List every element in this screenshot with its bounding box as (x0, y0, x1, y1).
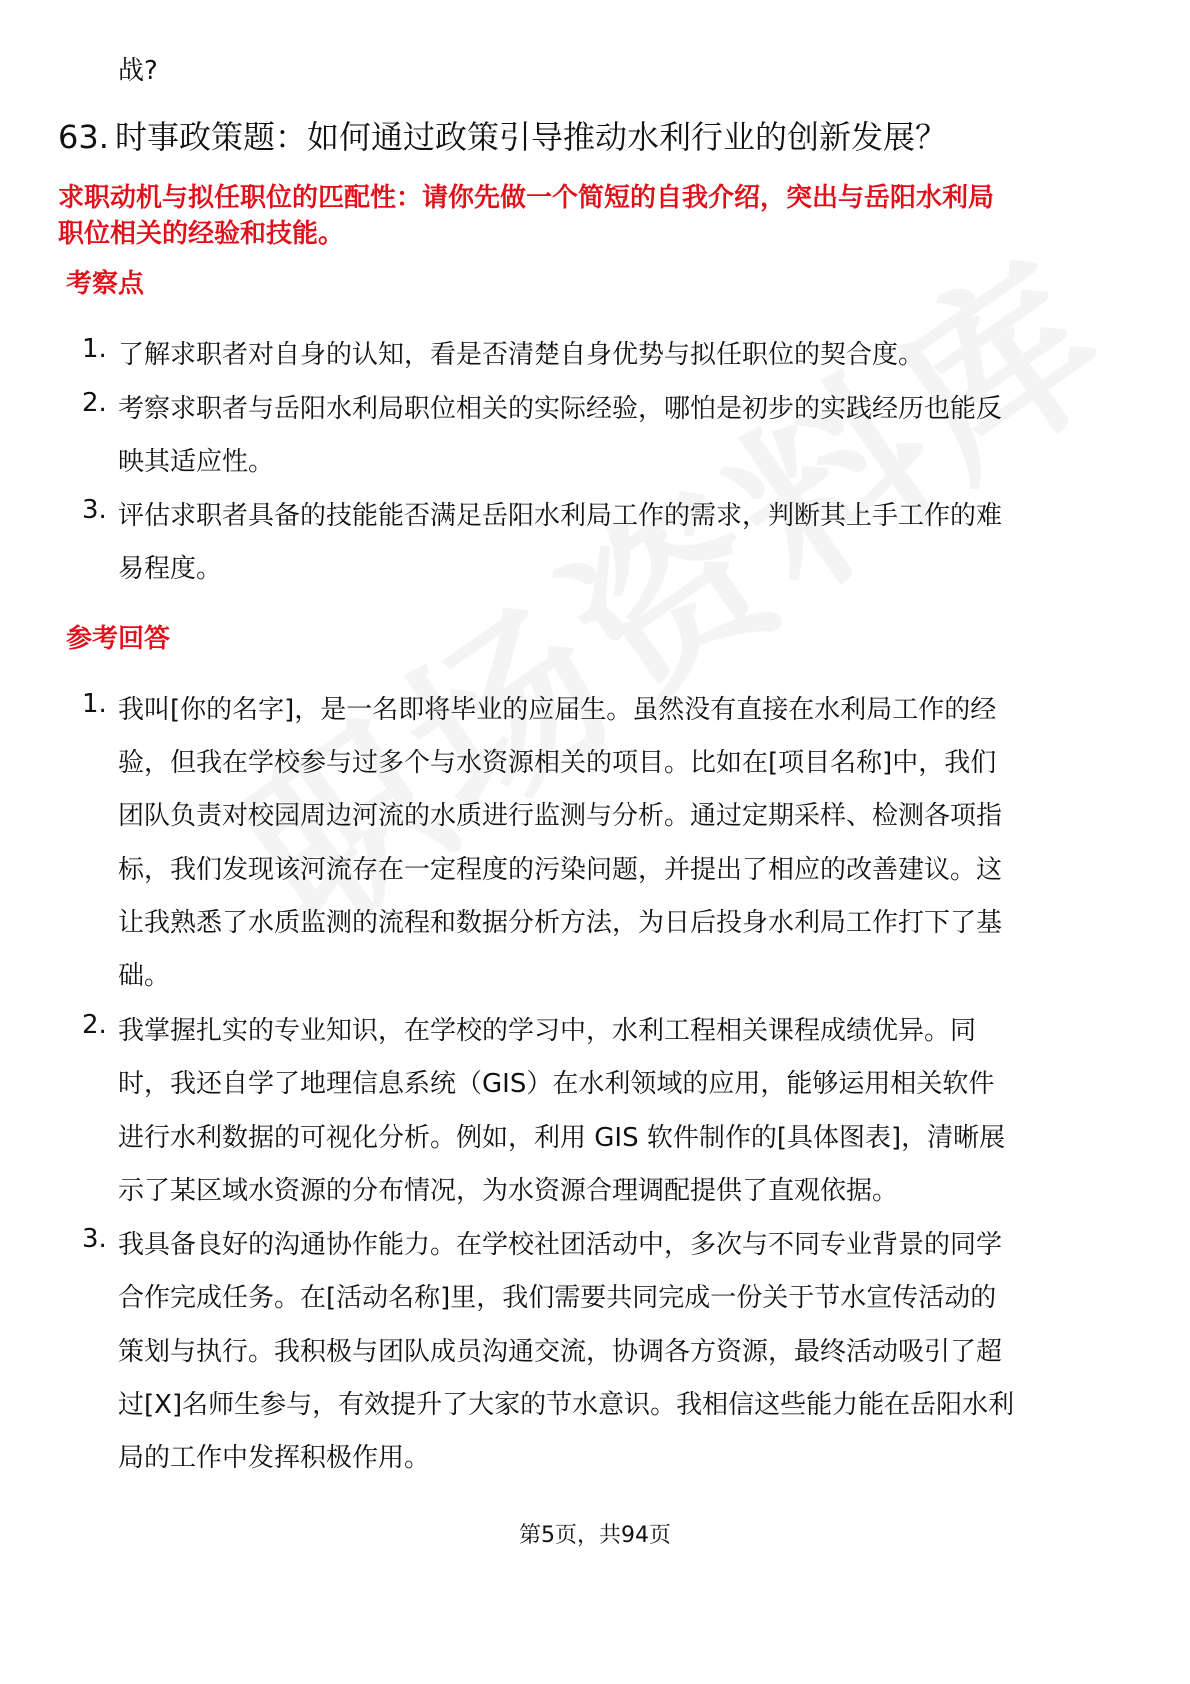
red-question-line-2: 职位相关的经验和技能。 (58, 219, 345, 249)
reference-answer-line: 局的工作中发挥积极作用。 (118, 1443, 431, 1473)
reference-answer-number: 1. (82, 689, 107, 719)
exam-points-heading: 考察点 (66, 269, 145, 299)
reference-answer-line: 我掌握扎实的专业知识，在学校的学习中，水利工程相关课程成绩优异。同 (118, 1016, 977, 1046)
exam-point-line: 了解求职者对自身的认知，看是否清楚自身优势与拟任职位的契合度。 (118, 340, 925, 370)
reference-answer-line: 时，我还自学了地理信息系统（GIS）在水利领域的应用，能够运用相关软件 (118, 1069, 995, 1099)
reference-answer-line: 础。 (118, 961, 171, 991)
reference-answer-line: 示了某区域水资源的分布情况，为水资源合理调配提供了直观依据。 (118, 1176, 899, 1206)
page-number-footer: 第5页，共94页 (519, 1523, 671, 1548)
question-63-text: 时事政策题：如何通过政策引导推动水利行业的创新发展？ (115, 118, 948, 156)
exam-point-number: 1. (82, 334, 107, 364)
exam-point-line: 映其适应性。 (118, 447, 275, 477)
reference-answer-line: 合作完成任务。在[活动名称]里，我们需要共同完成一份关于节水宣传活动的 (118, 1283, 997, 1313)
red-question-line-1: 求职动机与拟任职位的匹配性：请你先做一个简短的自我介绍，突出与岳阳水利局 (58, 183, 995, 213)
reference-answer-line: 进行水利数据的可视化分析。例如，利用 GIS 软件制作的[具体图表]，清晰展 (118, 1123, 1006, 1153)
reference-answer-line: 验，但我在学校参与过多个与水资源相关的项目。比如在[项目名称]中，我们 (118, 748, 997, 778)
exam-point-line: 评估求职者具备的技能能否满足岳阳水利局工作的需求，判断其上手工作的难 (118, 501, 1003, 531)
reference-answer-line: 团队负责对校园周边河流的水质进行监测与分析。通过定期采样、检测各项指 (118, 801, 1003, 831)
reference-answer-number: 3. (82, 1224, 107, 1254)
reference-answer-line: 我具备良好的沟通协作能力。在学校社团活动中，多次与不同专业背景的同学 (118, 1230, 1003, 1260)
reference-answer-line: 我叫[你的名字]，是一名即将毕业的应届生。虽然没有直接在水利局工作的经 (118, 695, 997, 725)
reference-answer-line: 标，我们发现该河流存在一定程度的污染问题，并提出了相应的改善建议。这 (118, 855, 1003, 885)
continuation-text: 战? (118, 56, 158, 86)
exam-point-number: 2. (82, 388, 107, 418)
exam-point-line: 易程度。 (118, 554, 223, 584)
question-63-number: 63. (58, 118, 109, 156)
exam-point-line: 考察求职者与岳阳水利局职位相关的实际经验，哪怕是初步的实践经历也能反 (118, 394, 1003, 424)
reference-answer-line: 过[X]名师生参与，有效提升了大家的节水意识。我相信这些能力能在岳阳水利 (118, 1390, 1015, 1420)
reference-answer-line: 策划与执行。我积极与团队成员沟通交流，协调各方资源，最终活动吸引了超 (118, 1337, 1003, 1367)
question-63 (58, 112, 947, 158)
reference-answer-line: 让我熟悉了水质监测的流程和数据分析方法，为日后投身水利局工作打下了基 (118, 908, 1003, 938)
reference-answer-number: 2. (82, 1010, 107, 1040)
reference-answers-heading: 参考回答 (66, 624, 171, 654)
exam-point-number: 3. (82, 495, 107, 525)
